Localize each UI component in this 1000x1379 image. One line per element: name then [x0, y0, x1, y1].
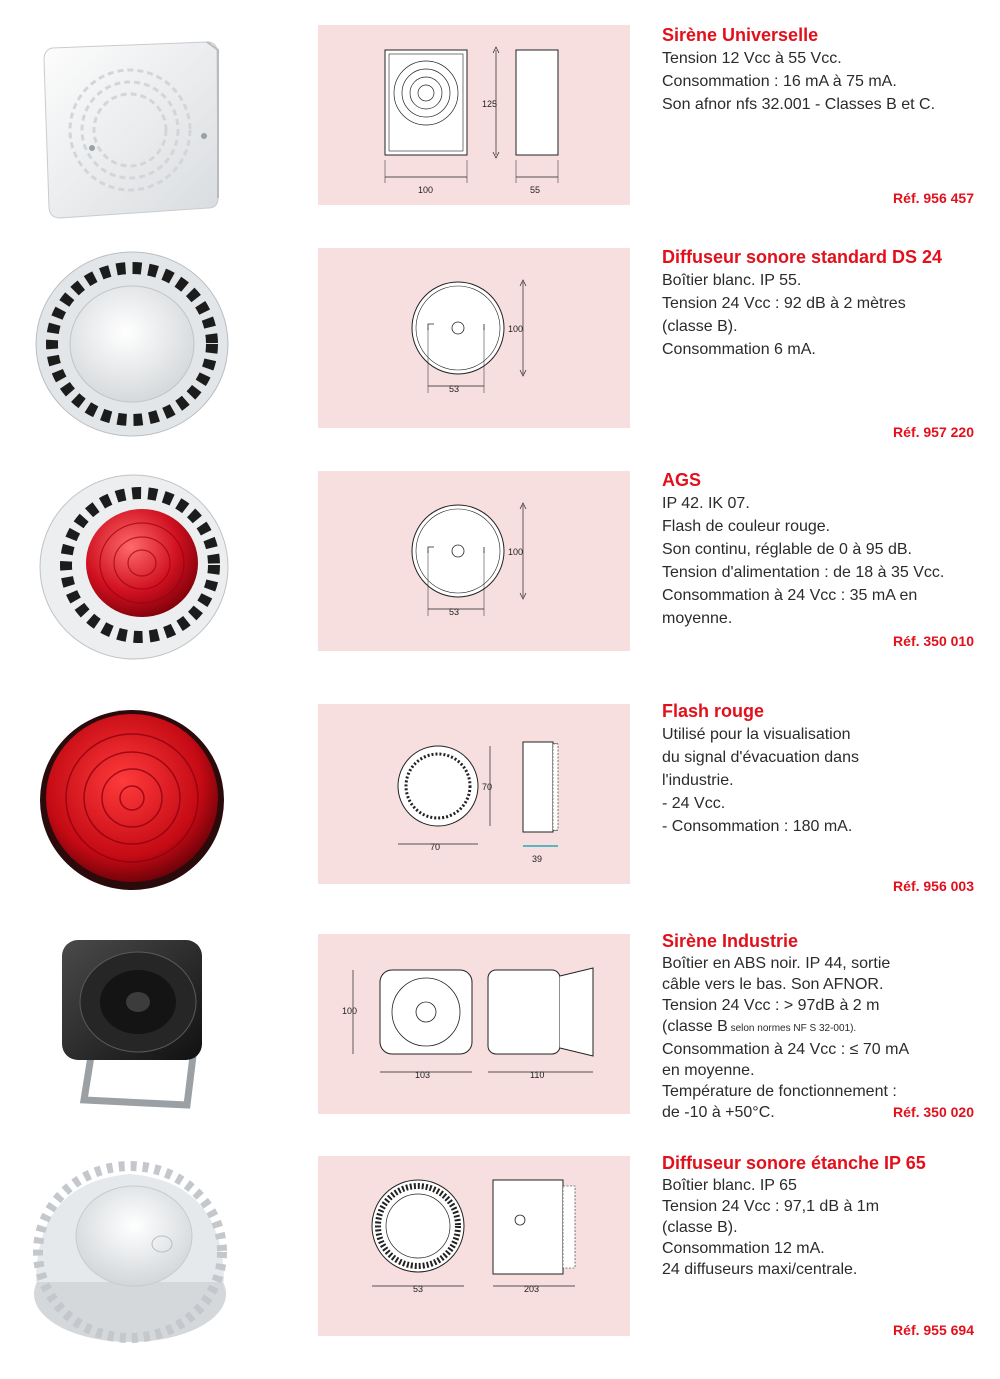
spec-line: Consommation 12 mA. — [662, 1240, 825, 1257]
svg-text:110: 110 — [530, 1070, 545, 1080]
svg-text:100: 100 — [508, 324, 524, 334]
spec-line: du signal d'évacuation dans — [662, 749, 859, 766]
spec-line: en moyenne. — [662, 1062, 755, 1079]
svg-text:53: 53 — [413, 1284, 424, 1294]
white-round-diffuser-photo — [22, 244, 232, 444]
svg-text:203: 203 — [524, 1284, 540, 1294]
spec-line: de -10 à +50°C. — [662, 1104, 775, 1121]
spec-line: Son afnor nfs 32.001 - Classes B et C. — [662, 96, 936, 113]
spec-line: Utilisé pour la visualisation — [662, 726, 851, 743]
spec-line: Température de fonctionnement : — [662, 1083, 897, 1100]
svg-text:55: 55 — [530, 185, 541, 195]
spec-line: Consommation 6 mA. — [662, 341, 816, 358]
product-reference: Réf. 350 010 — [893, 633, 974, 649]
spec-line — [662, 1016, 982, 1039]
spec-footnote: selon normes NF S 32-001). — [727, 1023, 857, 1034]
spec-line: Boîtier blanc. IP 55. — [662, 272, 802, 289]
spec-line: Tension 24 Vcc : > 97dB à 2 m — [662, 997, 880, 1014]
spec-line: câble vers le bas. Son AFNOR. — [662, 976, 884, 993]
product-title: AGS — [662, 470, 702, 490]
dimension-diagram — [318, 471, 630, 651]
spec-line: (classe B). — [662, 318, 738, 335]
white-square-siren-photo — [22, 20, 232, 220]
spec-line: Son continu, réglable de 0 à 95 dB. — [662, 541, 912, 558]
spec-line: Boîtier en ABS noir. IP 44, sortie — [662, 955, 891, 972]
svg-text:53: 53 — [449, 607, 460, 617]
product-info — [662, 700, 982, 838]
product-reference: Réf. 955 694 — [893, 1322, 974, 1338]
product-reference: Réf. 956 003 — [893, 878, 974, 894]
product-info — [662, 24, 982, 116]
product-title: Sirène Industrie — [662, 931, 799, 951]
spec-line: - Consommation : 180 mA. — [662, 818, 853, 835]
svg-text:39: 39 — [532, 854, 543, 864]
black-horn-siren-photo — [22, 930, 232, 1130]
product-info — [662, 930, 982, 1123]
spec-line: Tension d'alimentation : de 18 à 35 Vcc. — [662, 564, 945, 581]
spec-line: Consommation : 16 mA à 75 mA. — [662, 73, 897, 90]
svg-text:70: 70 — [430, 842, 441, 852]
svg-text:100: 100 — [508, 547, 524, 557]
product-title: Sirène Universelle — [662, 25, 819, 45]
spec-line: Tension 24 Vcc : 97,1 dB à 1m — [662, 1198, 880, 1215]
spec-line: (classe B). — [662, 1219, 738, 1236]
red-flash-siren-photo — [22, 467, 232, 667]
spec-line: Tension 12 Vcc à 55 Vcc. — [662, 50, 842, 67]
svg-text:125: 125 — [482, 99, 498, 109]
red-beacon-photo — [22, 700, 232, 900]
product-info — [662, 246, 982, 361]
spec-line: - 24 Vcc. — [662, 795, 726, 812]
spec-line: Consommation à 24 Vcc : ≤ 70 mA — [662, 1041, 910, 1058]
svg-text:70: 70 — [482, 782, 493, 792]
product-title: Diffuseur sonore étanche IP 65 — [662, 1153, 926, 1173]
product-reference: Réf. 957 220 — [893, 424, 974, 440]
svg-text:53: 53 — [449, 384, 460, 394]
spec-line: Tension 24 Vcc : 92 dB à 2 mètres — [662, 295, 906, 312]
svg-text:100: 100 — [342, 1006, 358, 1016]
spec-text: (classe B — [662, 1018, 728, 1035]
spec-line: Flash de couleur rouge. — [662, 518, 831, 535]
spec-line: moyenne. — [662, 610, 733, 627]
product-title: Flash rouge — [662, 701, 765, 721]
product-info — [662, 469, 982, 630]
spec-line: Consommation à 24 Vcc : 35 mA en — [662, 587, 918, 604]
spec-line: Boîtier blanc. IP 65 — [662, 1177, 797, 1194]
spec-line: IP 42. IK 07. — [662, 495, 750, 512]
dimension-diagram — [318, 934, 630, 1114]
dimension-diagram — [318, 25, 630, 205]
dimension-diagram — [318, 704, 630, 884]
product-info — [662, 1152, 982, 1280]
svg-text:100: 100 — [418, 185, 434, 195]
product-title: Diffuseur sonore standard DS 24 — [662, 247, 943, 267]
white-waterproof-diffuser-photo — [22, 1152, 232, 1352]
dimension-diagram — [318, 1156, 630, 1336]
dimension-diagram — [318, 248, 630, 428]
spec-line: l'industrie. — [662, 772, 734, 789]
product-reference: Réf. 350 020 — [893, 1104, 974, 1120]
svg-text:103: 103 — [415, 1070, 431, 1080]
product-reference: Réf. 956 457 — [893, 190, 974, 206]
spec-line: 24 diffuseurs maxi/centrale. — [662, 1261, 858, 1278]
